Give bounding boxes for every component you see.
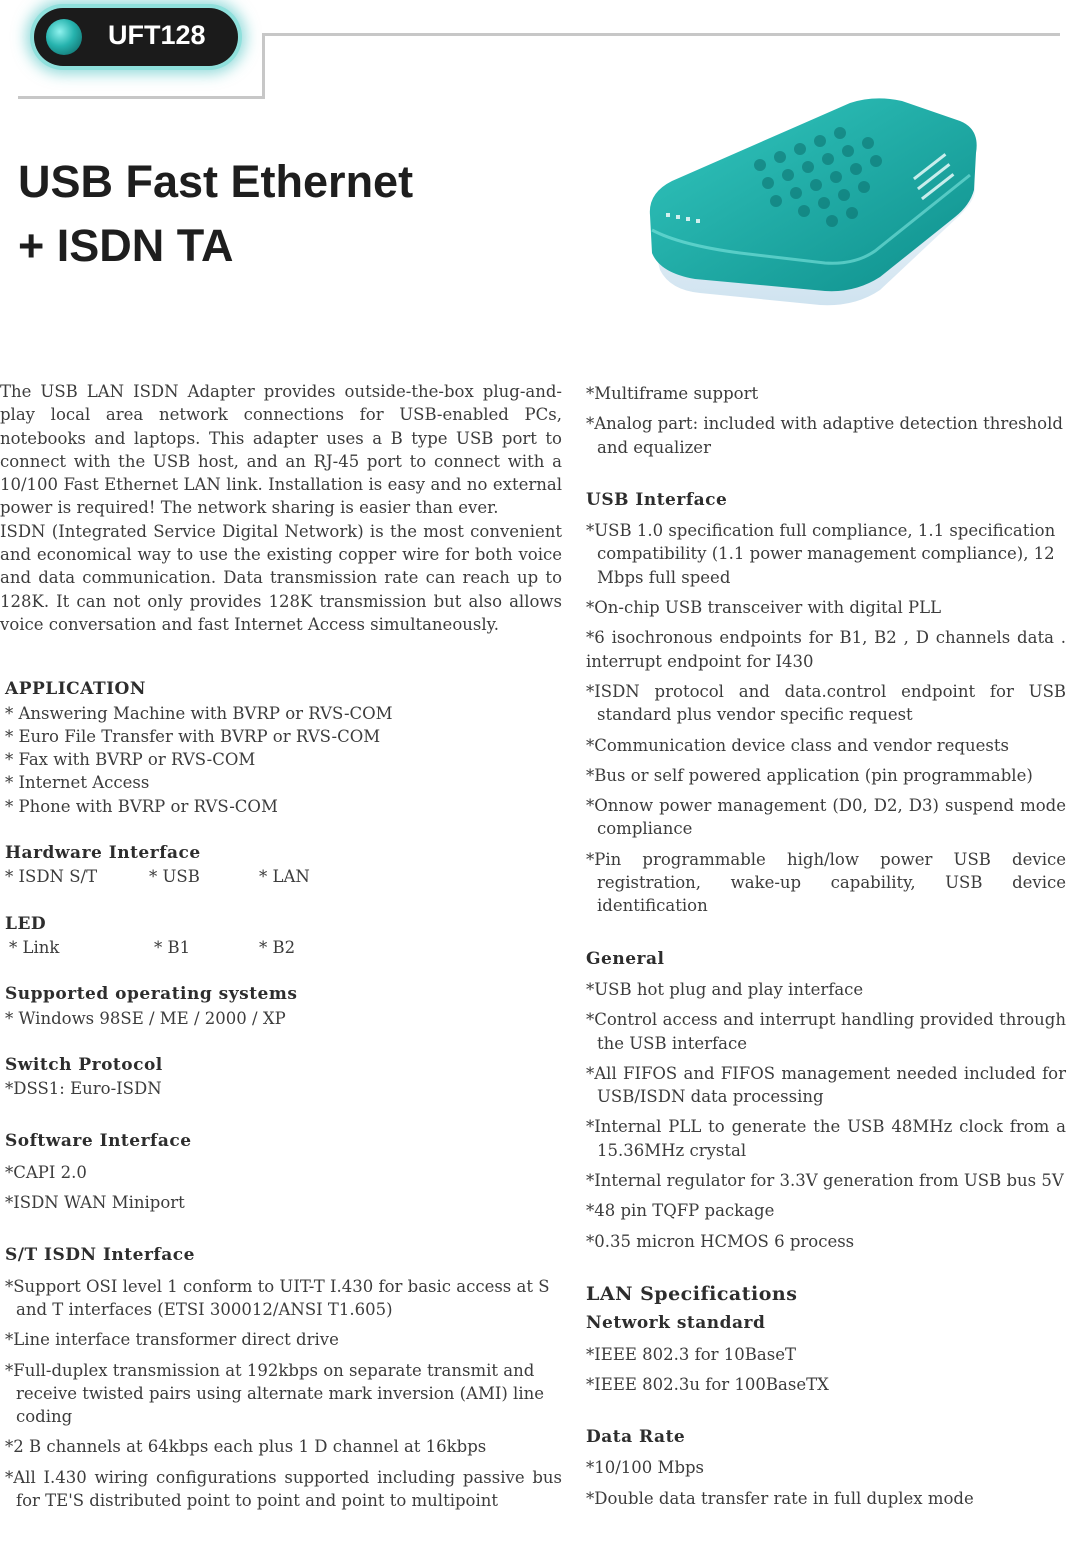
lan-section [586,1283,1066,1510]
header-frame-line [262,33,265,99]
page-title [18,150,413,278]
list-item: * Euro File Transfer with BVRP or RVS-COM [5,726,381,746]
list-item: *Control access and interrupt handling provided through the USB interface [586,1010,1066,1053]
list-item: *ISDN WAN Miniport [5,1193,185,1213]
list-item: *Bus or self powered application (pin programmable) [586,765,1033,785]
subsection-title: Network standard [586,1313,766,1334]
header-frame-line [262,33,1060,36]
right-column [586,382,1066,1517]
section-title: LED [5,913,47,934]
general-section [586,948,1066,1253]
list-item: * LAN [259,867,310,887]
list-item: *6 isochronous endpoints for B1, B2 , D channels data . interrupt endpoint for I430 [586,628,1066,671]
list-item: *ISDN protocol and data.control endpoint for USB standard plus vendor specific request [586,681,1066,725]
list-item: * Internet Access [5,773,150,793]
led-list [5,936,562,959]
subsection-title: Data Rate [586,1427,686,1448]
intro-paragraph-isdn: ISDN (Integrated Service Digital Network) is the most convenient and economical way to use the existing copper wire for both voice and data communication. Data transmission rate can reach up to 128K. It can not only provides 128K transmission but also allows voice conversation and fast Internet Access simultaneously. [0,521,562,634]
list-item: *Pin programmable high/low power USB device registration, wake-up capability, USB device identification [586,849,1066,916]
list-item: *2 B channels at 64kbps each plus 1 D channel at 16kbps [5,1437,487,1457]
list-item: *Analog part: included with adaptive detection threshold and equalizer [586,414,1063,457]
list-item: *Line interface transformer direct drive [5,1330,339,1350]
section-title: Software Interface [5,1131,192,1152]
section-title: Supported operating systems [5,984,298,1005]
software-section [0,1130,562,1214]
st-section [0,1244,562,1512]
left-column [0,380,562,1519]
list-item: *Full-duplex transmission at 192kbps on separate transmit and receive twisted pairs using alternate mark inversion (AMI) line coding [5,1360,544,1427]
list-item: *Internal regulator for 3.3V generation from USB bus 5V [586,1171,1064,1191]
list-item: *Communication device class and vendor requests [586,735,1009,755]
title-line-2: + ISDN TA [18,220,234,271]
intro-paragraph-usb: The USB LAN ISDN Adapter provides outside-the-box plug-and-play local area network connections for USB-enabled PCs, notebooks and laptops. This adapter uses a B type USB port to connect with the USB host, and an RJ-45 port to connect with a 10/100 Fast Ethernet LAN link. Installation is easy and no external power is required! The network sharing is easier than ever. [0,382,562,518]
section-title: LAN Specifications [586,1282,798,1305]
list-item: * USB [149,867,200,887]
list-item: * B1 [154,937,191,957]
list-item: *USB hot plug and play interface [586,979,864,999]
list-item: * Link [9,937,60,957]
list-item: *Internal PLL to generate the USB 48MHz clock from a 15.36MHz crystal [586,1117,1066,1160]
model-badge [34,8,238,66]
list-item: *All I.430 wiring configurations supported including passive bus for TE'S distributed point to point and point to multipoint [5,1467,562,1510]
list-item: * Answering Machine with BVRP or RVS-COM [5,703,393,723]
section-title: USB Interface [586,489,728,510]
list-item: *On-chip USB transceiver with digital PLL [586,598,942,618]
list-item: *Multiframe support [586,384,759,403]
product-image [640,95,985,310]
hardware-section [0,842,562,889]
header-frame-line [18,96,265,99]
list-item: * Windows 98SE / ME / 2000 / XP [5,1008,286,1028]
isdn-extra-section [586,382,1066,459]
hardware-list [5,865,562,888]
list-item: *DSS1: Euro-ISDN [5,1079,162,1099]
application-section [0,678,562,818]
list-item: *All FIFOS and FIFOS management needed included for USB/ISDN data processing [586,1063,1066,1107]
list-item: *Double data transfer rate in full duplex mode [586,1488,974,1508]
intro-section [0,380,562,636]
model-name: UFT128 [108,20,206,50]
list-item: *IEEE 802.3 for 10BaseT [586,1344,796,1364]
list-item: *0.35 micron HCMOS 6 process [586,1231,855,1251]
os-section [0,983,562,1030]
section-title: Hardware Interface [5,843,201,864]
list-item: * Phone with BVRP or RVS-COM [5,796,278,816]
list-item: * B2 [259,937,296,957]
section-title: General [586,948,665,969]
section-title: Switch Protocol [5,1054,163,1075]
list-item: *CAPI 2.0 [5,1162,87,1182]
switch-section [0,1054,562,1101]
list-item: *IEEE 802.3u for 100BaseTX [586,1374,829,1394]
section-title: S/T ISDN Interface [5,1245,195,1266]
list-item: *USB 1.0 specification full compliance, 1.1 specification compatibility (1.1 power management compliance), 12 Mbps full speed [586,521,1056,587]
list-item: * Fax with BVRP or RVS-COM [5,750,256,770]
list-item: *Support OSI level 1 conform to UIT-T I.430 for basic access at S and T interfaces (ETSI 300012/ANSI T1.605) [5,1276,550,1319]
usb-section [586,489,1066,918]
led-section [0,913,562,960]
badge-dot-icon [46,19,82,55]
list-item: *10/100 Mbps [586,1458,705,1478]
section-title: APPLICATION [5,679,146,700]
title-line-1: USB Fast Ethernet [18,156,414,207]
list-item: *Onnow power management (D0, D2, D3) suspend mode compliance [586,796,1066,839]
list-item: *48 pin TQFP package [586,1201,775,1221]
list-item: * ISDN S/T [5,867,98,887]
